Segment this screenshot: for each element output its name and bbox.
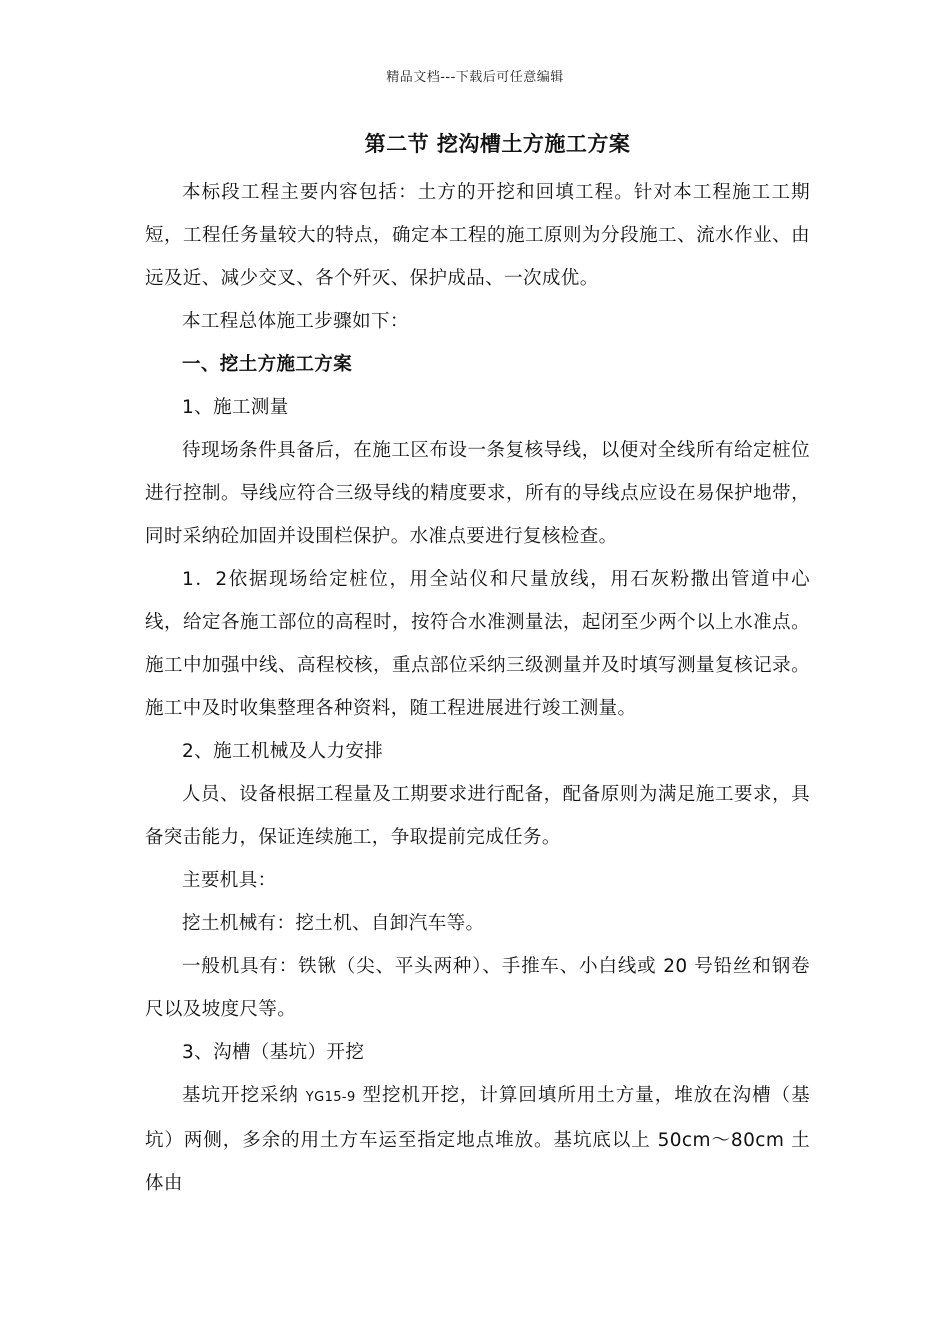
section-title: 第二节 挖沟槽土方施工方案 [364,132,631,156]
paragraph-steps-intro: 本工程总体施工步骤如下： [182,311,409,332]
paragraph-survey: 待现场条件具备后，在施工区布设一条复核导线，以便对全线所有给定桩位进行控制。导线应符合三级导线的精度要求，所有的导线点应设在易保护地带，同时采纳砼加固并设围栏保护。水准点要进行复核检查。 [145,440,810,547]
subheading-trench: 3、沟槽（基坑）开挖 [182,1042,365,1063]
trench-text-before: 基坑开挖采纳 [182,1085,306,1106]
paragraph-general-tools: 一般机具有：铁锹（尖、平头两种）、手推车、小白线或 20 号铅丝和钢卷尺以及坡度尺等。 [145,956,810,1020]
excavator-model: YG15-9 [305,1090,356,1105]
body-text [145,171,810,1205]
paragraph-trench [145,1074,810,1205]
paragraph-survey-detail: 1．2依据现场给定桩位，用全站仪和尺量放线，用石灰粉撒出管道中心线，给定各施工部位的高程时，按符合水准测量法，起闭至少两个以上水准点。施工中加强中线、高程校核，重点部位采纳三级测量并及时填写测量复核记录。施工中及时收集整理各种资料，随工程进展进行竣工测量。 [145,569,810,719]
subheading-survey: 1、施工测量 [182,397,289,418]
paragraph-main-tools-label: 主要机具： [182,870,277,891]
header-note: 精品文档---下载后可任意编辑 [386,70,564,85]
paragraph-excavation-machines: 挖土机械有：挖土机、自卸汽车等。 [182,913,485,934]
subheading-machinery: 2、施工机械及人力安排 [182,741,384,762]
heading-excavation-plan: 一、挖土方施工方案 [182,354,353,375]
trench-text-after: 型挖机开挖，计算回填所用土方量，堆放在沟槽（基坑）两侧，多余的用土方车运至指定地点堆放。基坑底以上 50cm～80cm 土体由 [145,1085,810,1194]
paragraph-staffing: 人员、设备根据工程量及工期要求进行配备，配备原则为满足施工要求，具备突击能力，保证连续施工，争取提前完成任务。 [145,784,810,848]
paragraph-intro: 本标段工程主要内容包括：土方的开挖和回填工程。针对本工程施工工期短，工程任务量较大的特点，确定本工程的施工原则为分段施工、流水作业、由远及近、减少交叉、各个歼灭、保护成品、一次成优。 [145,182,810,289]
